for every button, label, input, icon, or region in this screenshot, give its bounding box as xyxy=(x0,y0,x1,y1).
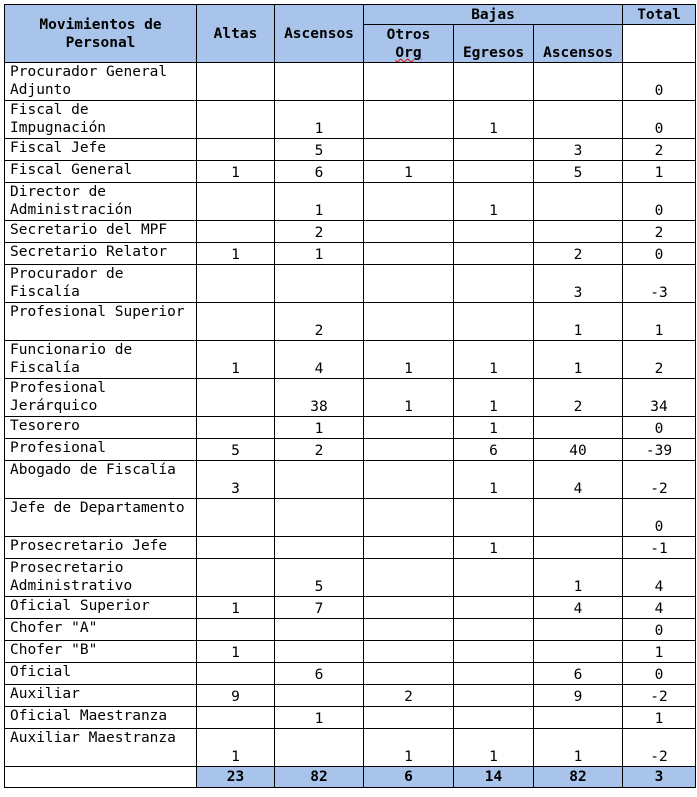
cell-ascensos: 1 xyxy=(275,243,364,265)
row-label: Fiscal de Impugnación xyxy=(5,101,197,139)
row-label: Auxiliar Maestranza xyxy=(5,729,197,767)
totals-row xyxy=(5,767,696,788)
table-row xyxy=(5,685,696,707)
table-row xyxy=(5,707,696,729)
cell-bajas-ascensos xyxy=(534,63,623,101)
cell-otros-org xyxy=(364,537,454,559)
table-row xyxy=(5,265,696,303)
cell-altas: 1 xyxy=(197,243,275,265)
cell-egresos xyxy=(454,641,534,663)
row-label: Secretario del MPF xyxy=(5,221,197,243)
cell-altas xyxy=(197,499,275,537)
header-total-blank xyxy=(623,25,696,63)
cell-total: 4 xyxy=(623,597,696,619)
cell-altas xyxy=(197,707,275,729)
row-label: Fiscal General xyxy=(5,161,197,183)
cell-ascensos: 2 xyxy=(275,221,364,243)
cell-altas: 1 xyxy=(197,341,275,379)
cell-altas xyxy=(197,663,275,685)
header-otros-org-line2: Org xyxy=(395,45,422,61)
cell-bajas-ascensos: 9 xyxy=(534,685,623,707)
table-row xyxy=(5,559,696,597)
row-label: Prosecretario Administrativo xyxy=(5,559,197,597)
total-total: 3 xyxy=(623,767,696,788)
row-label: Oficial xyxy=(5,663,197,685)
cell-otros-org xyxy=(364,559,454,597)
cell-altas xyxy=(197,139,275,161)
cell-total: 0 xyxy=(623,101,696,139)
cell-total: 1 xyxy=(623,707,696,729)
header-otros-org xyxy=(364,25,454,63)
cell-total: -2 xyxy=(623,729,696,767)
table-row xyxy=(5,63,696,101)
cell-egresos xyxy=(454,161,534,183)
cell-egresos xyxy=(454,243,534,265)
cell-total: 0 xyxy=(623,663,696,685)
cell-egresos: 1 xyxy=(454,101,534,139)
cell-bajas-ascensos: 4 xyxy=(534,597,623,619)
cell-total: 4 xyxy=(623,559,696,597)
cell-altas xyxy=(197,379,275,417)
cell-egresos xyxy=(454,663,534,685)
cell-otros-org xyxy=(364,619,454,641)
table-row xyxy=(5,619,696,641)
total-altas: 23 xyxy=(197,767,275,788)
cell-bajas-ascensos xyxy=(534,183,623,221)
table-row xyxy=(5,183,696,221)
cell-otros-org xyxy=(364,641,454,663)
row-label: Profesional xyxy=(5,439,197,461)
cell-egresos: 1 xyxy=(454,341,534,379)
cell-altas: 1 xyxy=(197,729,275,767)
cell-egresos: 6 xyxy=(454,439,534,461)
table-row xyxy=(5,221,696,243)
table-row xyxy=(5,663,696,685)
cell-ascensos: 38 xyxy=(275,379,364,417)
total-bajas-ascensos: 82 xyxy=(534,767,623,788)
row-label: Tesorero xyxy=(5,417,197,439)
cell-otros-org xyxy=(364,303,454,341)
cell-bajas-ascensos: 3 xyxy=(534,139,623,161)
cell-otros-org: 1 xyxy=(364,341,454,379)
cell-egresos: 1 xyxy=(454,417,534,439)
cell-total: -2 xyxy=(623,461,696,499)
cell-egresos: 1 xyxy=(454,461,534,499)
cell-otros-org xyxy=(364,63,454,101)
personnel-movements-table xyxy=(4,4,696,788)
row-label: Procurador General Adjunto xyxy=(5,63,197,101)
cell-bajas-ascensos: 2 xyxy=(534,243,623,265)
cell-egresos xyxy=(454,707,534,729)
row-label: Auxiliar xyxy=(5,685,197,707)
cell-ascensos: 5 xyxy=(275,559,364,597)
cell-ascensos: 1 xyxy=(275,707,364,729)
cell-otros-org xyxy=(364,243,454,265)
table-row xyxy=(5,439,696,461)
cell-altas xyxy=(197,619,275,641)
cell-egresos xyxy=(454,685,534,707)
cell-total: 2 xyxy=(623,341,696,379)
cell-total: 34 xyxy=(623,379,696,417)
row-label: Chofer "B" xyxy=(5,641,197,663)
cell-otros-org xyxy=(364,183,454,221)
cell-otros-org xyxy=(364,461,454,499)
table-row xyxy=(5,243,696,265)
cell-altas xyxy=(197,417,275,439)
cell-bajas-ascensos xyxy=(534,641,623,663)
cell-altas: 1 xyxy=(197,597,275,619)
cell-total: 0 xyxy=(623,417,696,439)
cell-ascensos: 6 xyxy=(275,663,364,685)
cell-total: -1 xyxy=(623,537,696,559)
cell-otros-org xyxy=(364,707,454,729)
cell-otros-org: 1 xyxy=(364,379,454,417)
cell-ascensos xyxy=(275,537,364,559)
table-body xyxy=(5,63,696,788)
cell-bajas-ascensos xyxy=(534,101,623,139)
cell-otros-org xyxy=(364,499,454,537)
cell-ascensos xyxy=(275,461,364,499)
cell-ascensos xyxy=(275,729,364,767)
header-total: Total xyxy=(623,5,696,25)
header-movimientos: Movimientos de Personal xyxy=(5,5,197,63)
cell-altas xyxy=(197,63,275,101)
cell-bajas-ascensos xyxy=(534,499,623,537)
total-ascensos: 82 xyxy=(275,767,364,788)
table-row xyxy=(5,499,696,537)
cell-bajas-ascensos: 2 xyxy=(534,379,623,417)
cell-bajas-ascensos xyxy=(534,221,623,243)
cell-bajas-ascensos: 5 xyxy=(534,161,623,183)
table-row xyxy=(5,729,696,767)
cell-total: 2 xyxy=(623,221,696,243)
cell-egresos: 1 xyxy=(454,183,534,221)
cell-bajas-ascensos: 1 xyxy=(534,303,623,341)
table-row xyxy=(5,101,696,139)
cell-bajas-ascensos xyxy=(534,707,623,729)
cell-total: 1 xyxy=(623,303,696,341)
cell-ascensos: 1 xyxy=(275,101,364,139)
table-row xyxy=(5,303,696,341)
cell-total: 2 xyxy=(623,139,696,161)
cell-bajas-ascensos: 6 xyxy=(534,663,623,685)
header-egresos: Egresos xyxy=(454,25,534,63)
cell-otros-org xyxy=(364,139,454,161)
cell-ascensos: 6 xyxy=(275,161,364,183)
row-label: Oficial Maestranza xyxy=(5,707,197,729)
cell-egresos xyxy=(454,559,534,597)
cell-total: -39 xyxy=(623,439,696,461)
cell-egresos xyxy=(454,499,534,537)
cell-total: 1 xyxy=(623,161,696,183)
cell-egresos: 1 xyxy=(454,537,534,559)
cell-ascensos xyxy=(275,641,364,663)
table-row xyxy=(5,139,696,161)
cell-egresos xyxy=(454,63,534,101)
cell-ascensos xyxy=(275,685,364,707)
cell-bajas-ascensos xyxy=(534,537,623,559)
row-label: Procurador de Fiscalía xyxy=(5,265,197,303)
cell-altas xyxy=(197,537,275,559)
cell-altas: 1 xyxy=(197,161,275,183)
cell-ascensos: 5 xyxy=(275,139,364,161)
cell-altas xyxy=(197,221,275,243)
cell-altas xyxy=(197,101,275,139)
row-label: Oficial Superior xyxy=(5,597,197,619)
table-row xyxy=(5,379,696,417)
cell-bajas-ascensos: 1 xyxy=(534,559,623,597)
table-row xyxy=(5,537,696,559)
header-bajas-ascensos: Ascensos xyxy=(534,25,623,63)
cell-bajas-ascensos: 1 xyxy=(534,341,623,379)
cell-egresos xyxy=(454,619,534,641)
cell-bajas-ascensos: 4 xyxy=(534,461,623,499)
cell-total: 0 xyxy=(623,243,696,265)
cell-ascensos: 1 xyxy=(275,183,364,221)
cell-otros-org xyxy=(364,221,454,243)
cell-total: -3 xyxy=(623,265,696,303)
cell-total: 0 xyxy=(623,619,696,641)
row-label: Fiscal Jefe xyxy=(5,139,197,161)
cell-otros-org xyxy=(364,663,454,685)
cell-total: 0 xyxy=(623,499,696,537)
header-bajas: Bajas xyxy=(364,5,623,25)
cell-ascensos xyxy=(275,619,364,641)
cell-otros-org xyxy=(364,439,454,461)
cell-altas: 1 xyxy=(197,641,275,663)
cell-bajas-ascensos xyxy=(534,619,623,641)
cell-otros-org: 2 xyxy=(364,685,454,707)
cell-total: -2 xyxy=(623,685,696,707)
cell-egresos xyxy=(454,221,534,243)
cell-egresos: 1 xyxy=(454,379,534,417)
cell-otros-org xyxy=(364,417,454,439)
cell-otros-org xyxy=(364,597,454,619)
totals-label xyxy=(5,767,197,788)
cell-egresos: 1 xyxy=(454,729,534,767)
header-altas: Altas xyxy=(197,5,275,63)
cell-altas: 5 xyxy=(197,439,275,461)
row-label: Prosecretario Jefe xyxy=(5,537,197,559)
row-label: Profesional Jerárquico xyxy=(5,379,197,417)
cell-egresos xyxy=(454,139,534,161)
cell-egresos xyxy=(454,303,534,341)
cell-egresos xyxy=(454,265,534,303)
table-row xyxy=(5,641,696,663)
cell-ascensos: 1 xyxy=(275,417,364,439)
cell-otros-org xyxy=(364,265,454,303)
row-label: Secretario Relator xyxy=(5,243,197,265)
cell-egresos xyxy=(454,597,534,619)
cell-altas xyxy=(197,559,275,597)
cell-ascensos xyxy=(275,499,364,537)
cell-otros-org xyxy=(364,101,454,139)
cell-total: 1 xyxy=(623,641,696,663)
row-label: Abogado de Fiscalía xyxy=(5,461,197,499)
cell-altas: 9 xyxy=(197,685,275,707)
header-otros-org-line1: Otros xyxy=(386,27,431,43)
total-egresos: 14 xyxy=(454,767,534,788)
cell-ascensos: 2 xyxy=(275,303,364,341)
table-row xyxy=(5,161,696,183)
cell-ascensos: 7 xyxy=(275,597,364,619)
row-label: Director de Administración xyxy=(5,183,197,221)
cell-ascensos xyxy=(275,63,364,101)
row-label: Chofer "A" xyxy=(5,619,197,641)
table-row xyxy=(5,461,696,499)
cell-bajas-ascensos: 1 xyxy=(534,729,623,767)
table-row xyxy=(5,417,696,439)
cell-altas xyxy=(197,303,275,341)
total-otros-org: 6 xyxy=(364,767,454,788)
cell-bajas-ascensos: 3 xyxy=(534,265,623,303)
table-row xyxy=(5,341,696,379)
cell-bajas-ascensos xyxy=(534,417,623,439)
cell-ascensos xyxy=(275,265,364,303)
cell-otros-org: 1 xyxy=(364,161,454,183)
row-label: Profesional Superior xyxy=(5,303,197,341)
cell-otros-org: 1 xyxy=(364,729,454,767)
cell-total: 0 xyxy=(623,63,696,101)
cell-altas xyxy=(197,265,275,303)
cell-total: 0 xyxy=(623,183,696,221)
cell-bajas-ascensos: 40 xyxy=(534,439,623,461)
cell-ascensos: 4 xyxy=(275,341,364,379)
table-row xyxy=(5,597,696,619)
row-label: Jefe de Departamento xyxy=(5,499,197,537)
header-ascensos: Ascensos xyxy=(275,5,364,63)
cell-altas xyxy=(197,183,275,221)
row-label: Funcionario de Fiscalía xyxy=(5,341,197,379)
cell-altas: 3 xyxy=(197,461,275,499)
cell-ascensos: 2 xyxy=(275,439,364,461)
